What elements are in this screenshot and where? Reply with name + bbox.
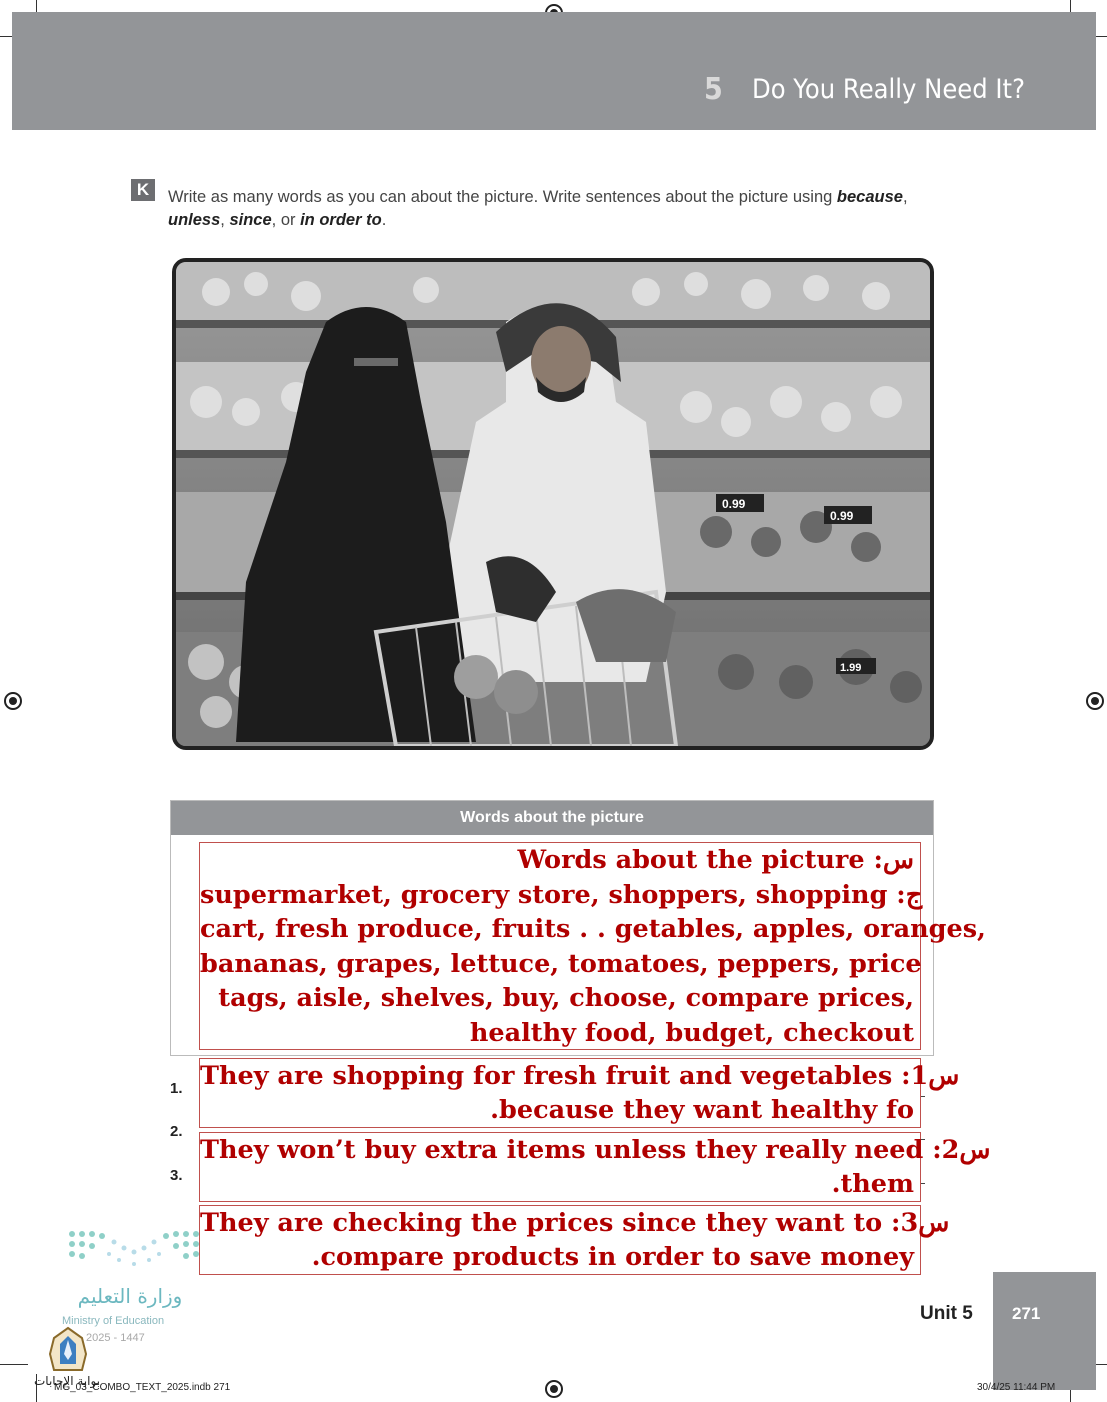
unit-title: Do You Really Need It?: [752, 74, 1025, 105]
registration-mark-icon: [4, 692, 22, 710]
footer-unit-label: Unit 5: [920, 1303, 973, 1324]
keyword-unless: unless: [168, 211, 221, 229]
registration-mark-icon: [545, 1380, 563, 1398]
answer-sentence-2: [199, 1132, 991, 1202]
keyword-since: since: [229, 211, 272, 229]
answer-line: supermarket, grocery store, shoppers, shopping :ج: [200, 879, 923, 910]
print-slug-file: MG_03_COMBO_TEXT_2025.indb 271: [54, 1382, 231, 1393]
ministry-dots-icon: [64, 1228, 204, 1274]
separator: ,: [220, 211, 230, 229]
photo-illustration: [176, 262, 930, 746]
answer-line: .them: [831, 1169, 914, 1199]
footer-page-block: [993, 1272, 1096, 1390]
answer-line: tags, aisle, shelves, buy, choose, compare prices,: [218, 983, 914, 1014]
separator: , or: [271, 211, 301, 229]
answer-line: bananas, grapes, lettuce, tomatoes, peppers, price: [200, 948, 922, 979]
ministry-arabic-name: وزارة التعليم: [77, 1284, 183, 1308]
item-number: 1.: [170, 1080, 183, 1097]
item-number: 3.: [170, 1167, 183, 1184]
unit-number: 5: [704, 72, 723, 107]
answer-line: They are checking the prices since they want to :3س: [200, 1208, 950, 1238]
instruction-text: Write as many words as you can about the picture. Write sentences about the picture using: [168, 188, 837, 206]
keyword-in-order-to: in order to: [300, 211, 382, 229]
answer-line: They are shopping for fresh fruit and vegetables :1س: [200, 1061, 960, 1091]
activity-badge: K: [131, 179, 155, 201]
unit-header: [12, 12, 1096, 130]
answers-portal-caption: بوابة الإجابات: [34, 1374, 101, 1388]
price-tag: 0.99: [830, 509, 854, 523]
separator: ,: [902, 188, 908, 206]
answer-line: .because they want healthy fo: [490, 1095, 914, 1125]
separator: .: [381, 211, 387, 229]
price-tag: 0.99: [722, 497, 746, 511]
activity-instruction: [168, 186, 908, 232]
supermarket-photo: [172, 258, 934, 750]
answer-line: healthy food, budget, checkout: [469, 1017, 914, 1048]
item-number: 2.: [170, 1123, 183, 1140]
registration-mark-icon: [1086, 692, 1104, 710]
ministry-english-name: Ministry of Education: [62, 1315, 165, 1327]
words-box-header: Words about the picture: [171, 801, 933, 835]
ministry-year: 2025 - 1447: [86, 1332, 145, 1344]
answer-line: Words about the picture :س: [517, 845, 914, 875]
crop-mark: [0, 1364, 28, 1365]
price-tag: 1.99: [840, 662, 862, 674]
answer-words-block: [199, 842, 986, 1050]
answer-sentence-3: [199, 1205, 950, 1275]
print-slug-date: 30/4/25 11:44 PM: [977, 1382, 1056, 1393]
answers-portal-logo-icon: [46, 1326, 90, 1374]
keyword-because: because: [836, 188, 903, 206]
answer-sentence-1: [199, 1058, 960, 1128]
answer-line: They won’t buy extra items unless they really need :2س: [200, 1135, 991, 1165]
answer-line: cart, fresh produce, fruits . . getables, apples, oranges,: [200, 914, 986, 945]
page-number: 271: [1012, 1304, 1041, 1323]
answer-line: .compare products in order to save money: [311, 1242, 914, 1272]
